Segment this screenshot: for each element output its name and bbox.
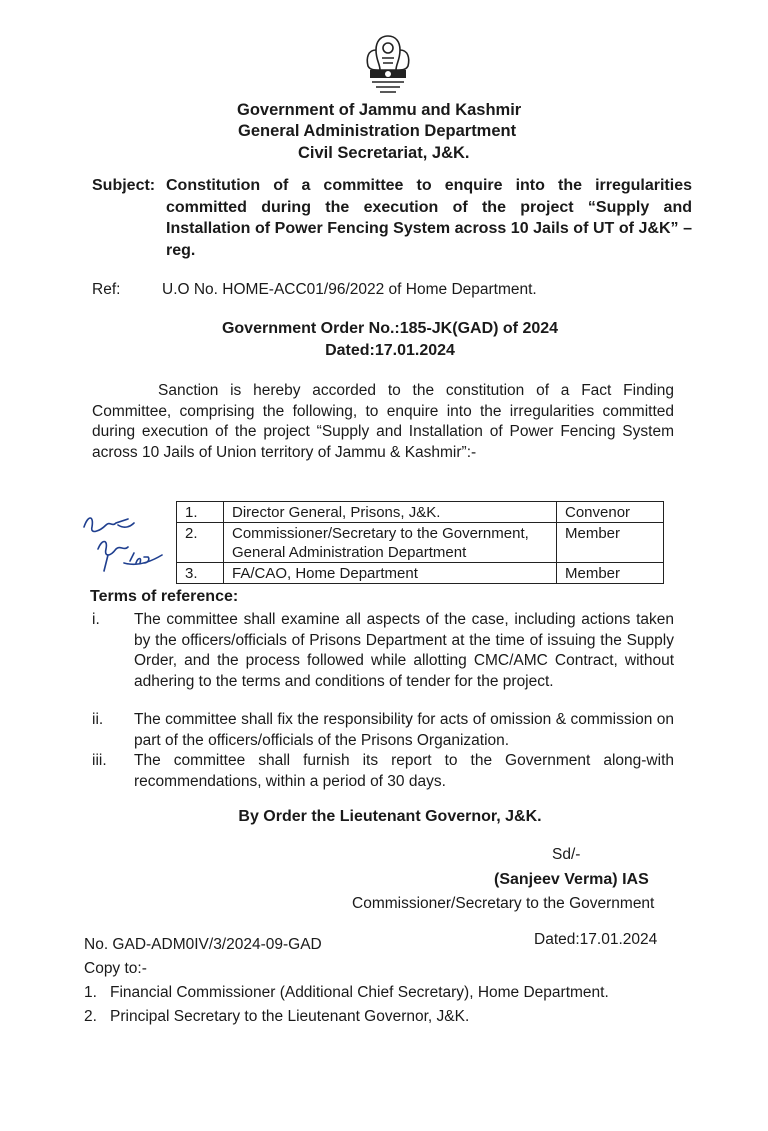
ref-text: U.O No. HOME-ACC01/96/2022 of Home Department. xyxy=(162,281,537,298)
signatory-designation: Commissioner/Secretary to the Government xyxy=(352,895,655,912)
list-item xyxy=(84,984,609,1002)
term-text: The committee shall fix the responsibility for acts of omission & commission on part of the officers/officials of the Prisons Organization. xyxy=(134,711,674,749)
list-item xyxy=(92,610,674,692)
member-number: 3. xyxy=(177,563,224,584)
list-item xyxy=(84,1008,469,1026)
member-number: 1. xyxy=(177,502,224,523)
member-name: Commissioner/Secretary to the Government, General Administration Department xyxy=(224,523,557,563)
list-item xyxy=(92,751,674,792)
dispatch-date: Dated:17.01.2024 xyxy=(534,931,658,948)
term-text: The committee shall furnish its report to the Government along-with recommendations, within a period of 30 days. xyxy=(134,752,674,790)
member-name: Director General, Prisons, J&K. xyxy=(224,502,557,523)
copy-to-label: Copy to:- xyxy=(84,960,147,977)
header-secretariat: Civil Secretariat, J&K. xyxy=(298,144,470,162)
subject-block xyxy=(92,175,692,261)
copy-number: 1. xyxy=(84,984,97,1001)
table-row xyxy=(177,502,664,523)
list-item xyxy=(92,710,674,751)
member-role: Member xyxy=(557,523,664,563)
member-name: FA/CAO, Home Department xyxy=(224,563,557,584)
subject-label: Subject: xyxy=(92,177,156,194)
term-number: i. xyxy=(92,611,100,628)
table-row xyxy=(177,523,664,563)
dispatch-number: No. GAD-ADM0IV/3/2024-09-GAD xyxy=(84,936,322,953)
member-role: Convenor xyxy=(557,502,664,523)
order-number: Government Order No.:185-JK(GAD) of 2024 xyxy=(221,320,559,337)
order-date: Dated:17.01.2024 xyxy=(325,342,455,359)
copy-text: Principal Secretary to the Lieutenant Governor, J&K. xyxy=(110,1008,470,1025)
subject-text: Constitution of a committee to enquire into the irregularities committed during the execution of the project “Supply and Installation of Power Fencing System across 10 Jails of UT of J&K” – reg. xyxy=(166,177,692,259)
committee-table xyxy=(176,501,664,584)
signatory-name: (Sanjeev Verma) IAS xyxy=(494,871,649,888)
national-emblem-icon xyxy=(358,30,418,96)
sanction-paragraph: Sanction is hereby accorded to the constitution of a Fact Finding Committee, comprising the following, to enquire into the irregularities committed during execution of the project “Supply and Installation of Power Fencing System across 10 Jails of Union territory of Jammu & Kashmir”:- xyxy=(92,382,674,461)
copy-number: 2. xyxy=(84,1008,97,1025)
member-role: Member xyxy=(557,563,664,584)
copy-text: Financial Commissioner (Additional Chief Secretary), Home Department. xyxy=(110,984,609,1001)
table-row xyxy=(177,563,664,584)
term-number: ii. xyxy=(92,711,104,728)
signature-sd: Sd/- xyxy=(552,846,581,863)
terms-title: Terms of reference: xyxy=(90,588,239,605)
header-govt: Government of Jammu and Kashmir xyxy=(237,101,522,119)
by-order: By Order the Lieutenant Governor, J&K. xyxy=(238,808,542,825)
term-number: iii. xyxy=(92,752,107,769)
member-number: 2. xyxy=(177,523,224,563)
handwritten-initials xyxy=(78,505,168,585)
header-department: General Administration Department xyxy=(238,122,517,140)
ref-label: Ref: xyxy=(92,281,121,298)
term-text: The committee shall examine all aspects of the case, including actions taken by the officers/officials of Prisons Department at the time of issuing the Supply Order, and the process followed while allotting CMC/AMC Contract, without adhering to the terms and conditions of tender for the project. xyxy=(134,611,674,690)
